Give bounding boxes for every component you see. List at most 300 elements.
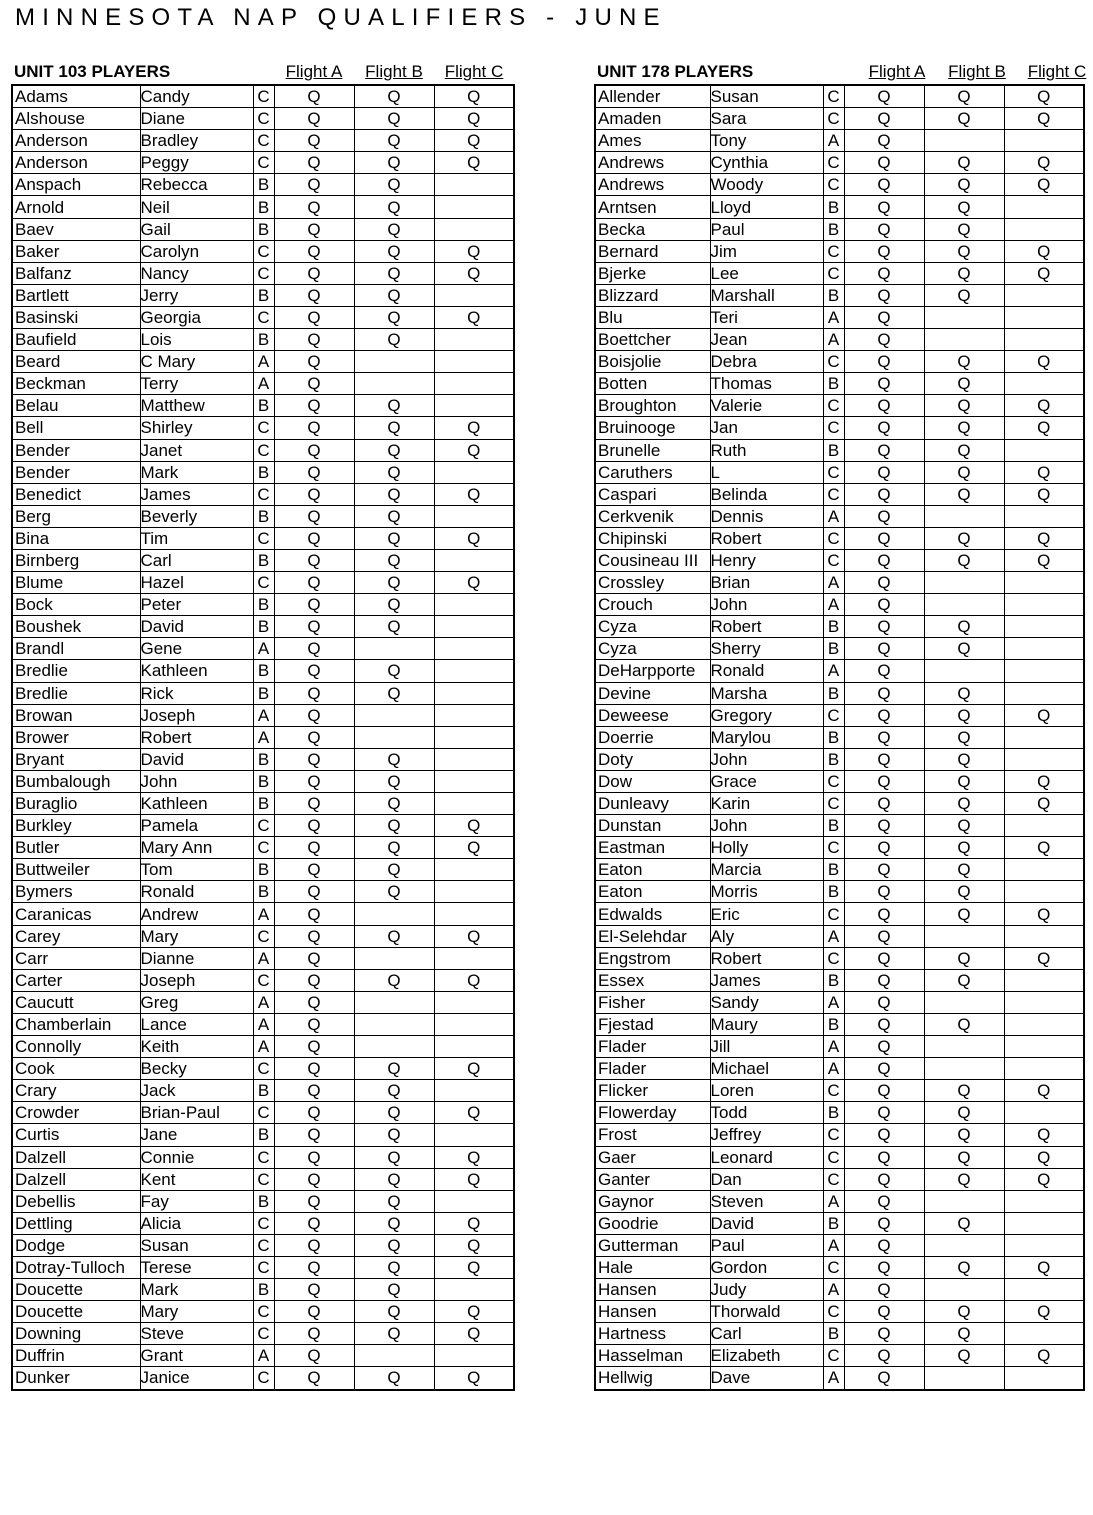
flight-c-cell: [434, 1013, 514, 1035]
flight-b-header: Flight B: [948, 62, 1006, 81]
last-name-cell: Edwalds: [595, 903, 710, 925]
flight-a-cell: Q: [274, 1036, 354, 1058]
class-cell: C: [253, 1058, 274, 1080]
first-name-cell: Michael: [710, 1058, 823, 1080]
flight-a-cell: Q: [844, 837, 924, 859]
flight-b-cell: Q: [924, 549, 1004, 571]
table-row: [12, 1080, 514, 1102]
flight-b-cell: [924, 1234, 1004, 1256]
flight-a-cell: Q: [844, 351, 924, 373]
table-row: [595, 638, 1084, 660]
flight-c-cell: [434, 174, 514, 196]
first-name-cell: Peter: [140, 594, 253, 616]
first-name-cell: Tony: [710, 130, 823, 152]
last-name-cell: Buttweiler: [12, 859, 140, 881]
class-cell: B: [253, 329, 274, 351]
flight-a-cell: Q: [844, 130, 924, 152]
table-row: [595, 439, 1084, 461]
flight-c-cell: [1004, 881, 1084, 903]
flight-c-header: Flight C: [444, 62, 504, 81]
table-row: [595, 1323, 1084, 1345]
last-name-cell: Flowerday: [595, 1102, 710, 1124]
class-cell: B: [823, 969, 844, 991]
flight-a-cell: Q: [274, 704, 354, 726]
first-name-cell: L: [710, 461, 823, 483]
first-name-cell: Morris: [710, 881, 823, 903]
first-name-cell: Paul: [710, 218, 823, 240]
flight-a-cell: Q: [844, 329, 924, 351]
flight-c-cell: [434, 682, 514, 704]
flight-b-cell: Q: [354, 174, 434, 196]
flight-c-cell: Q: [434, 240, 514, 262]
class-cell: A: [823, 1058, 844, 1080]
last-name-cell: Hale: [595, 1256, 710, 1278]
class-cell: C: [253, 439, 274, 461]
first-name-cell: John: [140, 770, 253, 792]
flight-a-cell: Q: [844, 638, 924, 660]
last-name-cell: Crouch: [595, 594, 710, 616]
flight-c-cell: [434, 549, 514, 571]
flight-a-cell: Q: [844, 1323, 924, 1345]
flight-b-cell: [924, 1058, 1004, 1080]
last-name-cell: Flicker: [595, 1080, 710, 1102]
class-cell: B: [253, 859, 274, 881]
last-name-cell: Browan: [12, 704, 140, 726]
flight-b-cell: Q: [924, 837, 1004, 859]
table-row: [595, 483, 1084, 505]
flight-c-cell: [434, 947, 514, 969]
flight-b-cell: [924, 991, 1004, 1013]
last-name-cell: Burkley: [12, 815, 140, 837]
flight-c-cell: [1004, 616, 1084, 638]
first-name-cell: Mary: [140, 1301, 253, 1323]
flight-a-cell: Q: [274, 306, 354, 328]
flight-c-cell: Q: [434, 1234, 514, 1256]
flight-b-cell: Q: [354, 395, 434, 417]
flight-c-cell: Q: [1004, 1256, 1084, 1278]
first-name-cell: Cynthia: [710, 152, 823, 174]
players-table: [594, 84, 1085, 1391]
table-row: [595, 616, 1084, 638]
flight-c-cell: Q: [434, 1256, 514, 1278]
first-name-cell: Valerie: [710, 395, 823, 417]
flight-c-cell: [1004, 329, 1084, 351]
last-name-cell: Belau: [12, 395, 140, 417]
last-name-cell: Hansen: [595, 1301, 710, 1323]
class-cell: B: [823, 815, 844, 837]
class-cell: B: [253, 174, 274, 196]
last-name-cell: Eaton: [595, 859, 710, 881]
flight-c-cell: [1004, 991, 1084, 1013]
table-row: [12, 262, 514, 284]
first-name-cell: Connie: [140, 1146, 253, 1168]
flight-c-cell: [434, 638, 514, 660]
last-name-cell: Devine: [595, 682, 710, 704]
class-cell: B: [253, 770, 274, 792]
flight-b-cell: Q: [924, 174, 1004, 196]
flight-c-cell: [1004, 925, 1084, 947]
flight-c-cell: Q: [1004, 461, 1084, 483]
class-cell: A: [253, 1036, 274, 1058]
flight-b-cell: Q: [924, 947, 1004, 969]
flight-c-cell: [1004, 1058, 1084, 1080]
flight-c-cell: [1004, 638, 1084, 660]
table-row: [12, 439, 514, 461]
flight-c-cell: [1004, 1279, 1084, 1301]
last-name-cell: Brandl: [12, 638, 140, 660]
first-name-cell: Joseph: [140, 704, 253, 726]
flight-b-cell: Q: [924, 616, 1004, 638]
flight-c-cell: Q: [1004, 947, 1084, 969]
table-row: [595, 1212, 1084, 1234]
flight-a-cell: Q: [274, 1345, 354, 1367]
flight-b-cell: Q: [354, 1234, 434, 1256]
flight-a-cell: Q: [274, 969, 354, 991]
class-cell: A: [253, 704, 274, 726]
flight-a-cell: Q: [274, 1323, 354, 1345]
flight-b-cell: Q: [354, 969, 434, 991]
table-row: [12, 1036, 514, 1058]
flight-b-cell: Q: [354, 1124, 434, 1146]
flight-a-cell: Q: [274, 1190, 354, 1212]
flight-c-cell: Q: [1004, 483, 1084, 505]
last-name-cell: Alshouse: [12, 108, 140, 130]
last-name-cell: Bjerke: [595, 262, 710, 284]
table-row: [12, 395, 514, 417]
first-name-cell: Nancy: [140, 262, 253, 284]
class-cell: C: [823, 85, 844, 108]
flight-b-cell: Q: [354, 748, 434, 770]
first-name-cell: Leonard: [710, 1146, 823, 1168]
table-row: [595, 1036, 1084, 1058]
flight-b-cell: Q: [354, 527, 434, 549]
flight-b-cell: Q: [354, 262, 434, 284]
first-name-cell: Woody: [710, 174, 823, 196]
class-cell: C: [253, 417, 274, 439]
flight-c-cell: [1004, 1212, 1084, 1234]
first-name-cell: Kent: [140, 1168, 253, 1190]
flight-a-cell: Q: [274, 196, 354, 218]
first-name-cell: Marcia: [710, 859, 823, 881]
players-table-body: [595, 85, 1084, 1390]
flight-b-cell: Q: [354, 793, 434, 815]
flight-b-cell: [354, 991, 434, 1013]
table-row: [595, 1124, 1084, 1146]
flight-b-cell: Q: [354, 196, 434, 218]
table-row: [595, 196, 1084, 218]
last-name-cell: Caspari: [595, 483, 710, 505]
table-row: [12, 616, 514, 638]
flight-b-cell: [354, 947, 434, 969]
flight-a-cell: Q: [274, 815, 354, 837]
first-name-cell: Carl: [140, 549, 253, 571]
table-row: [12, 240, 514, 262]
flight-b-cell: Q: [924, 527, 1004, 549]
table-row: [12, 837, 514, 859]
flight-a-cell: Q: [844, 770, 924, 792]
table-row: [595, 1345, 1084, 1367]
class-cell: A: [253, 947, 274, 969]
first-name-cell: Grace: [710, 770, 823, 792]
first-name-cell: Ruth: [710, 439, 823, 461]
class-cell: A: [823, 306, 844, 328]
table-row: [12, 770, 514, 792]
table-row: [12, 726, 514, 748]
flight-a-cell: Q: [274, 85, 354, 108]
last-name-cell: Doty: [595, 748, 710, 770]
flight-b-cell: Q: [354, 505, 434, 527]
table-row: [595, 903, 1084, 925]
last-name-cell: Fjestad: [595, 1013, 710, 1035]
flight-a-cell: Q: [844, 505, 924, 527]
flight-a-cell: Q: [274, 284, 354, 306]
flight-c-cell: [1004, 505, 1084, 527]
class-cell: C: [253, 1234, 274, 1256]
first-name-cell: James: [140, 483, 253, 505]
flight-b-cell: Q: [354, 594, 434, 616]
last-name-cell: Beckman: [12, 373, 140, 395]
class-cell: B: [253, 1124, 274, 1146]
class-cell: C: [823, 395, 844, 417]
flight-a-cell: Q: [274, 395, 354, 417]
first-name-cell: David: [140, 748, 253, 770]
first-name-cell: Susan: [140, 1234, 253, 1256]
first-name-cell: Aly: [710, 925, 823, 947]
flight-b-cell: Q: [354, 1190, 434, 1212]
class-cell: A: [823, 1279, 844, 1301]
flight-a-cell: Q: [844, 483, 924, 505]
first-name-cell: John: [710, 594, 823, 616]
flight-c-cell: Q: [434, 1212, 514, 1234]
class-cell: A: [253, 1013, 274, 1035]
last-name-cell: Bina: [12, 527, 140, 549]
flight-b-cell: Q: [924, 859, 1004, 881]
class-cell: B: [823, 196, 844, 218]
first-name-cell: Joseph: [140, 969, 253, 991]
class-cell: C: [823, 527, 844, 549]
class-cell: C: [823, 1080, 844, 1102]
first-name-cell: Greg: [140, 991, 253, 1013]
first-name-cell: Mary: [140, 925, 253, 947]
flight-a-cell: Q: [844, 969, 924, 991]
class-cell: C: [253, 262, 274, 284]
table-row: [12, 1345, 514, 1367]
flight-c-cell: [1004, 1367, 1084, 1390]
table-row: [12, 682, 514, 704]
flight-c-cell: [1004, 682, 1084, 704]
flight-c-cell: Q: [434, 925, 514, 947]
flight-c-cell: [434, 748, 514, 770]
last-name-cell: Caruthers: [595, 461, 710, 483]
class-cell: B: [823, 682, 844, 704]
table-row: [12, 483, 514, 505]
first-name-cell: Fay: [140, 1190, 253, 1212]
last-name-cell: Hellwig: [595, 1367, 710, 1390]
flight-a-cell: Q: [844, 682, 924, 704]
flight-c-cell: Q: [1004, 793, 1084, 815]
flight-a-cell: Q: [844, 1256, 924, 1278]
table-row: [12, 1124, 514, 1146]
flight-b-cell: Q: [354, 770, 434, 792]
flight-a-cell: Q: [844, 240, 924, 262]
flight-c-cell: [434, 505, 514, 527]
unit-header: [594, 58, 1085, 84]
last-name-cell: Doucette: [12, 1279, 140, 1301]
table-row: [595, 748, 1084, 770]
flight-b-cell: Q: [354, 1256, 434, 1278]
last-name-cell: Fisher: [595, 991, 710, 1013]
flight-b-cell: Q: [354, 240, 434, 262]
last-name-cell: Dow: [595, 770, 710, 792]
first-name-cell: David: [710, 1212, 823, 1234]
flight-b-cell: Q: [354, 837, 434, 859]
class-cell: A: [823, 660, 844, 682]
first-name-cell: Steve: [140, 1323, 253, 1345]
table-row: [12, 947, 514, 969]
class-cell: A: [823, 991, 844, 1013]
flight-c-cell: [434, 660, 514, 682]
first-name-cell: Brian: [710, 572, 823, 594]
first-name-cell: Jim: [710, 240, 823, 262]
table-row: [12, 991, 514, 1013]
flight-a-cell: Q: [844, 1190, 924, 1212]
table-row: [595, 130, 1084, 152]
flight-a-cell: Q: [274, 351, 354, 373]
class-cell: C: [253, 969, 274, 991]
first-name-cell: Gail: [140, 218, 253, 240]
table-row: [595, 859, 1084, 881]
first-name-cell: Mary Ann: [140, 837, 253, 859]
flight-a-cell: Q: [274, 660, 354, 682]
flight-b-cell: Q: [924, 1256, 1004, 1278]
flight-a-cell: Q: [274, 417, 354, 439]
flight-c-cell: [434, 859, 514, 881]
flight-a-cell: Q: [844, 439, 924, 461]
flight-c-cell: Q: [1004, 351, 1084, 373]
table-row: [595, 218, 1084, 240]
flight-a-cell: Q: [274, 461, 354, 483]
flight-c-cell: Q: [434, 527, 514, 549]
flight-c-cell: [434, 991, 514, 1013]
flight-c-cell: [1004, 1234, 1084, 1256]
last-name-cell: Caranicas: [12, 903, 140, 925]
flight-a-cell: Q: [844, 1345, 924, 1367]
flight-b-cell: [354, 638, 434, 660]
flight-a-cell: Q: [844, 572, 924, 594]
first-name-cell: Thorwald: [710, 1301, 823, 1323]
flight-c-cell: Q: [1004, 1345, 1084, 1367]
table-row: [595, 329, 1084, 351]
class-cell: B: [823, 1323, 844, 1345]
flight-b-cell: Q: [924, 815, 1004, 837]
flight-a-cell: Q: [274, 1013, 354, 1035]
first-name-cell: Steven: [710, 1190, 823, 1212]
table-row: [12, 1146, 514, 1168]
first-name-cell: Mark: [140, 1279, 253, 1301]
flight-b-cell: Q: [354, 1146, 434, 1168]
table-row: [595, 395, 1084, 417]
flight-b-cell: Q: [924, 770, 1004, 792]
flight-c-cell: Q: [434, 1146, 514, 1168]
flight-c-cell: [434, 1080, 514, 1102]
players-table-body: [12, 85, 514, 1390]
flight-a-cell: Q: [844, 1036, 924, 1058]
table-row: [595, 1279, 1084, 1301]
flight-a-cell: Q: [274, 881, 354, 903]
last-name-cell: Crowder: [12, 1102, 140, 1124]
table-row: [595, 417, 1084, 439]
flight-a-cell: Q: [844, 947, 924, 969]
flight-a-cell: Q: [274, 1168, 354, 1190]
last-name-cell: Andrews: [595, 152, 710, 174]
class-cell: C: [823, 770, 844, 792]
class-cell: C: [823, 793, 844, 815]
flight-a-cell: Q: [844, 1124, 924, 1146]
first-name-cell: Andrew: [140, 903, 253, 925]
class-cell: B: [253, 461, 274, 483]
class-cell: C: [823, 483, 844, 505]
first-name-cell: Tim: [140, 527, 253, 549]
flight-a-cell: Q: [844, 859, 924, 881]
last-name-cell: Baker: [12, 240, 140, 262]
class-cell: C: [823, 461, 844, 483]
class-cell: C: [253, 130, 274, 152]
flight-c-cell: Q: [434, 108, 514, 130]
first-name-cell: Mark: [140, 461, 253, 483]
last-name-cell: Beard: [12, 351, 140, 373]
flight-b-cell: Q: [924, 1301, 1004, 1323]
class-cell: A: [823, 594, 844, 616]
first-name-cell: Terese: [140, 1256, 253, 1278]
class-cell: B: [823, 284, 844, 306]
unit-178-section: [594, 58, 1085, 1391]
class-cell: B: [823, 638, 844, 660]
first-name-cell: Dan: [710, 1168, 823, 1190]
flight-a-cell: Q: [274, 947, 354, 969]
flight-b-cell: Q: [924, 351, 1004, 373]
first-name-cell: Georgia: [140, 306, 253, 328]
flight-b-cell: [924, 594, 1004, 616]
flight-a-cell: Q: [274, 505, 354, 527]
flight-a-cell: Q: [274, 1234, 354, 1256]
flight-a-cell: Q: [274, 1256, 354, 1278]
table-row: [595, 660, 1084, 682]
flight-a-cell: Q: [844, 1367, 924, 1390]
table-row: [12, 572, 514, 594]
flight-b-cell: Q: [354, 306, 434, 328]
flight-a-cell: Q: [274, 218, 354, 240]
class-cell: C: [253, 1256, 274, 1278]
first-name-cell: Neil: [140, 196, 253, 218]
last-name-cell: Dunstan: [595, 815, 710, 837]
flight-a-cell: Q: [274, 108, 354, 130]
first-name-cell: Jack: [140, 1080, 253, 1102]
last-name-cell: Broughton: [595, 395, 710, 417]
class-cell: C: [823, 1301, 844, 1323]
table-row: [12, 1212, 514, 1234]
class-cell: C: [253, 306, 274, 328]
first-name-cell: Kathleen: [140, 793, 253, 815]
flight-b-cell: Q: [354, 549, 434, 571]
last-name-cell: Dunker: [12, 1367, 140, 1390]
table-row: [595, 726, 1084, 748]
flight-a-cell: Q: [844, 991, 924, 1013]
flight-c-cell: [1004, 373, 1084, 395]
table-row: [12, 1190, 514, 1212]
flight-b-cell: Q: [354, 1168, 434, 1190]
last-name-cell: Flader: [595, 1058, 710, 1080]
first-name-cell: Sara: [710, 108, 823, 130]
